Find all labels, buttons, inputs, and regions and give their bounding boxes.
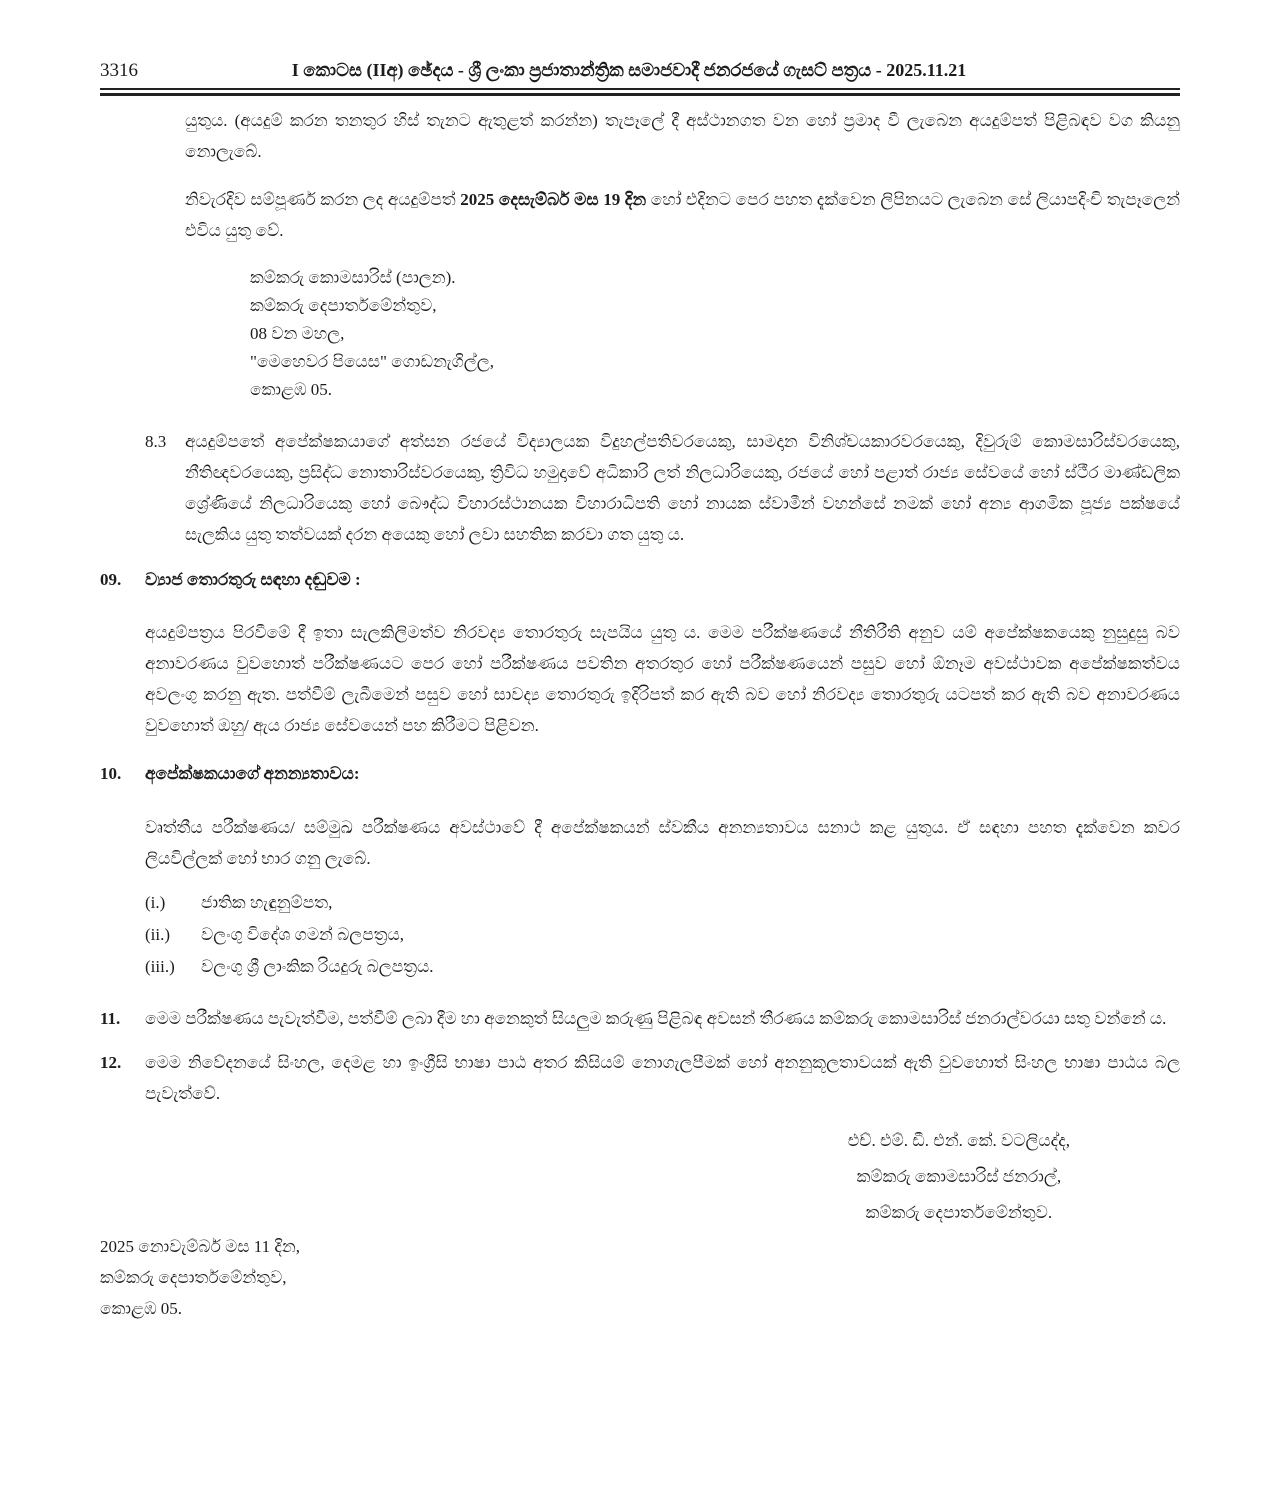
page-header [100, 55, 1180, 86]
submission-deadline-date: 2025 දෙසැම්බර් මස 19 දින [460, 190, 647, 209]
section-number: 10. [100, 764, 122, 783]
section-09-heading-row [100, 564, 1180, 595]
signatory-name: එච්. එම්. ඩී. එන්. කේ. වටලියද්ද, [847, 1131, 1070, 1150]
date-line: 2025 නොවැම්බර් මස 11 දින, [100, 1237, 301, 1256]
signatory-title: කම්කරු කොමසාරිස් ජනරාල්, [856, 1167, 1062, 1186]
date-line: කොළඹ 05. [100, 1299, 183, 1318]
signatory-department: කම්කරු දෙපාර්තමේන්තුව. [865, 1203, 1053, 1222]
list-item-text: ජාතික හැඳුනුම්පත, [201, 893, 333, 912]
section-10-heading-row [100, 758, 1180, 789]
date-line: කම්කරු දෙපාර්තමේන්තුව, [100, 1268, 287, 1287]
section-number: 11. [100, 1009, 121, 1028]
section-heading: අපේක්ෂකයාගේ අනන්‍යතාවය: [145, 764, 360, 783]
section-10-paragraph: වෘත්තීය පරීක්ෂණය/ සම්මුඛ පරීක්ෂණය අවස්ථාවේ දී අපේක්ෂකයන් ස්වකීය අනන්‍යතාවය සනාථ කළ යුතුය. ඒ සඳහා පහත දැක්වෙන කවර ලියවිල්ලක් හෝ භාර ගනු ලැබේ. [145, 818, 1180, 868]
section-number: 8.3 [145, 432, 167, 451]
section-number: 09. [100, 570, 122, 589]
address-line: "මෙහෙවර පියෙස" ගොඩනැගිල්ල, [250, 352, 494, 371]
paragraph-intro: යුතුය. (අයදුම් කරන තනතුර හිස් තැනට ඇතුළත් කරන්න) තැපෑලේ දී අස්ථානගත වන හෝ ප්‍රමාද වී ලැබෙන අයදුම්පත් පිළිබඳව වග කියනු නොලැබේ. [185, 111, 1180, 161]
section-09-paragraph: අයදුම්පත්‍රය පිරවීමේ දී ඉතා සැලකිලිමත්ව නිරවද්‍ය තොරතුරු සැපයිය යුතු ය. මෙම පරීක්ෂණයේ නීතිරීති අනුව යම් අපේක්ෂකයෙකු නුසුදුසු බව අනාවරණය වුවහොත් පරීක්ෂණයට පෙර හෝ පරීක්ෂණය පවතින අතරතුර හෝ පරීක්ෂණයෙන් පසුව හෝ ඕනෑම අවස්ථාවක අපේක්ෂකත්වය අවලංගු කරනු ඇත. පත්වීම් ලැබීමෙන් පසුව හෝ සාවද්‍ය තොරතුරු ඉදිරිපත් කර ඇති බව හෝ නිරවද්‍ය තොරතුරු යටපත් කර ඇති බව අනාවරණය වුවහොත් ඔහු/ ඇය රාජ්‍ය සේවයෙන් පහ කිරීමට පිළිවන. [145, 623, 1180, 735]
paragraph-submission [185, 184, 1180, 246]
list-item-label: (i.) [145, 893, 166, 912]
list-item-text: වලංගු විදේශ ගමන් බලපත්‍රය, [201, 925, 405, 944]
section-text: මෙම නිවේදනයේ සිංහල, දෙමළ හා ඉංග්‍රීසි භාෂා පාඨ අතර කිසියම් නොගැලපීමක් හෝ අනනුකූලතාවයක් ඇති වුවහොත් සිංහල භාෂා පාඨය බල පැවැත්වේ. [145, 1053, 1180, 1103]
address-line: කොළඹ 05. [250, 380, 333, 399]
section-8-3 [100, 426, 1180, 550]
address-line: කම්කරු දෙපාර්තමේන්තුව, [250, 296, 437, 315]
identity-document-list [145, 887, 1180, 983]
list-item-label: (iii.) [145, 957, 175, 976]
header-double-rule [100, 88, 1180, 96]
section-text: මෙම පරීක්ෂණය පැවැත්වීම, පත්වීම් ලබා දීම හා අනෙකුත් සියලුම කරුණු පිළිබඳ අවසන් තීරණය කම්කරු කොමසාරිස් ජනරාල්වරයා සතු වන්නේ ය. [145, 1009, 1167, 1028]
list-item-label: (ii.) [145, 925, 171, 944]
list-item-text: වලංගු ශ්‍රී ලාංකික රියදුරු බලපත්‍රය. [201, 957, 434, 976]
document-body [100, 100, 1180, 1324]
section-text: අයදුම්පතේ අපේක්ෂකයාගේ අත්සන රජයේ විද්‍යාලයක විදුහල්පතිවරයෙකු, සාමදාන විනිශ්චයකාරවරයෙකු, දිවුරුම් කොමසාරිස්වරයෙකු, නීතිඥවරයෙකු, ප්‍රසිද්ධ නොතාරිස්වරයෙකු, ත්‍රිවිධ හමුදාවේ අධිකාරි ලත් නිලධාරියෙකු, රජයේ හෝ පළාත් රාජ්‍ය සේවයේ හෝ ස්ථීර මාණ්ඩලික ශ්‍රේණියේ නිලධාරියෙකු හෝ බෞද්ධ විහාරස්ථානයක විහාරාධිපති හෝ නායක ස්වාමීන් වහන්සේ නමක් හෝ අන්‍ය ආගමික පූජ්‍ය පක්ෂයේ සැලකිය යුතු තත්වයක් දරන අයෙකු හෝ ලවා සහතික කරවා ගත යුතු ය. [185, 432, 1180, 544]
gazette-header-title: I කොටස (IIඅ) ඡේදය - ශ්‍රී ලංකා ප්‍රජාතාන්ත්‍රික සමාජවාදී ජනරජයේ ගැසට් පත්‍රය - 2025.11.21 [291, 60, 967, 80]
list-item [145, 887, 1180, 919]
address-line: කම්කරු කොමසාරිස් (පාලන). [250, 268, 456, 287]
submission-text-pre: නිවැරදිව සම්පූර්ණ කරන ලද අයදුම්පත් [185, 190, 461, 209]
submission-text-post: හෝ එදිනට පෙර පහත දැක්වෙන ලිපිනයට ලැබෙන සේ ලියාපදිංචි තැපෑලෙන් එවිය යුතු වේ. [185, 190, 1181, 240]
section-11 [100, 1003, 1180, 1034]
date-place-block [100, 1231, 1180, 1324]
address-line: 08 වන මහල, [250, 324, 345, 343]
signature-block [848, 1123, 1070, 1231]
page-number: 3316 [100, 60, 138, 81]
list-item [145, 951, 1180, 983]
section-number: 12. [100, 1053, 122, 1072]
postal-address-block [250, 264, 1180, 404]
list-item [145, 919, 1180, 951]
section-12 [100, 1047, 1180, 1109]
section-heading: ව්‍යාජ තොරතුරු සඳහා දඬුවම : [145, 570, 361, 589]
